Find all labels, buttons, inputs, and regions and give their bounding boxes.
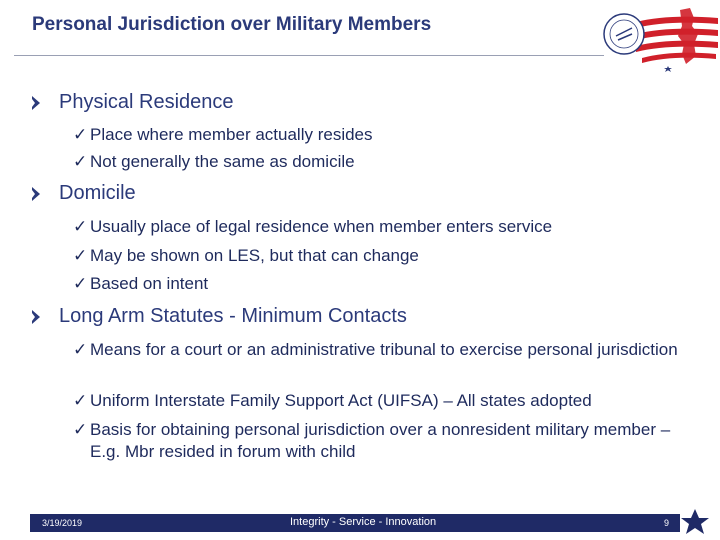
check-icon: ✓ bbox=[73, 420, 88, 440]
sub-item-text: Means for a court or an administrative tribunal to exercise personal jurisdiction bbox=[90, 340, 678, 359]
triangle-bullet-icon bbox=[32, 96, 40, 110]
sub-item-text: Usually place of legal residence when member enters service bbox=[90, 217, 553, 236]
sub-item bbox=[73, 151, 693, 173]
check-icon: ✓ bbox=[73, 125, 88, 145]
bullet-label: Physical Residence bbox=[59, 91, 234, 113]
check-icon: ✓ bbox=[73, 274, 88, 294]
sub-item-text: Based on intent bbox=[90, 274, 209, 293]
sub-item-text: Uniform Interstate Family Support Act (UIFSA) – All states adopted bbox=[90, 391, 592, 410]
sub-item bbox=[73, 390, 693, 412]
footer-date: 3/19/2019 bbox=[42, 518, 83, 528]
sub-item bbox=[73, 273, 693, 295]
sub-item-text: May be shown on LES, but that can change bbox=[90, 246, 419, 265]
sub-item bbox=[73, 216, 693, 238]
bullet-label: Domicile bbox=[59, 182, 136, 204]
check-icon: ✓ bbox=[73, 340, 88, 360]
star-icon bbox=[680, 508, 710, 536]
sub-item-text: Basis for obtaining personal jurisdiction over a nonresident military member –E.g. Mbr resided in forum with child bbox=[90, 420, 671, 461]
sub-item-text: Not generally the same as domicile bbox=[90, 152, 355, 171]
sub-item bbox=[73, 339, 683, 361]
sub-item bbox=[73, 419, 683, 463]
sub-item bbox=[73, 124, 693, 146]
sub-item-text: Place where member actually resides bbox=[90, 125, 373, 144]
sub-item bbox=[73, 245, 693, 267]
slide-title: Personal Jurisdiction over Military Members bbox=[32, 14, 432, 35]
page-number: 9 bbox=[664, 518, 670, 528]
check-icon: ✓ bbox=[73, 391, 88, 411]
triangle-bullet-icon bbox=[32, 310, 40, 324]
footer-motto: Integrity - Service - Innovation bbox=[290, 516, 437, 528]
triangle-bullet-icon bbox=[32, 187, 40, 201]
check-icon: ✓ bbox=[73, 246, 88, 266]
bullet-label: Long Arm Statutes - Minimum Contacts bbox=[59, 305, 407, 327]
check-icon: ✓ bbox=[73, 217, 88, 237]
check-icon: ✓ bbox=[73, 152, 88, 172]
